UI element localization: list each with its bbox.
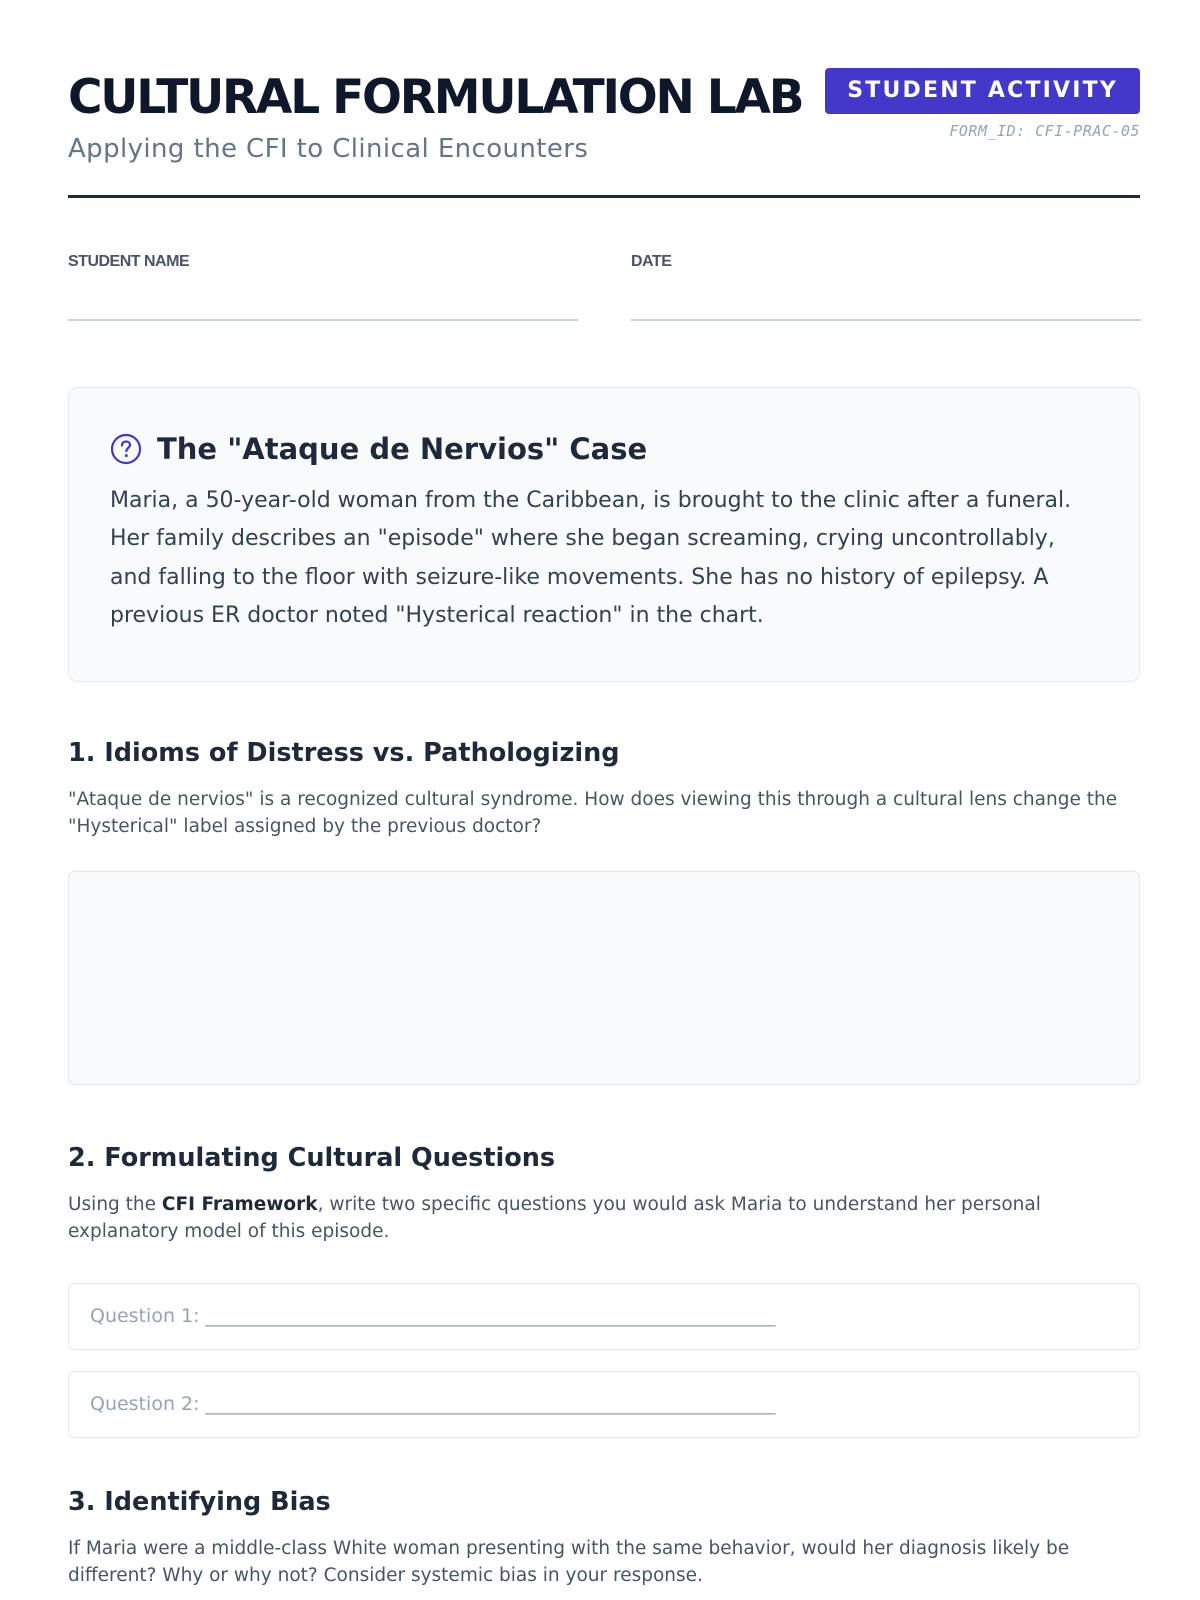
page-header <box>68 66 1140 198</box>
section-title: 2. Formulating Cultural Questions <box>68 1143 556 1173</box>
section-description <box>68 1191 1140 1245</box>
description-line: "Hysterical" label assigned by the previous doctor? <box>68 816 542 837</box>
description-line: "Ataque de nervios" is a recognized cultural syndrome. How does viewing this through a cultural lens change the <box>68 789 1118 810</box>
case-line: previous ER doctor noted "Hysterical reaction" in the chart. <box>110 602 764 628</box>
cfi-framework-emphasis: CFI Framework <box>161 1194 318 1215</box>
description-line <box>68 1191 1140 1218</box>
case-panel <box>68 387 1140 682</box>
description-line: explanatory model of this episode. <box>68 1221 390 1242</box>
student-name-label: STUDENT NAME <box>68 253 190 270</box>
section-description <box>68 786 1140 840</box>
student-name-field[interactable] <box>68 252 578 321</box>
case-description <box>110 482 1099 635</box>
case-line: and falling to the floor with seizure-like movements. She has no history of epilepsy. A <box>110 564 1049 590</box>
case-line: Her family describes an "episode" where she began screaming, crying uncontrollably, <box>110 526 1055 552</box>
description-line: If Maria were a middle-class White woman presenting with the same behavior, would her diagnosis likely be <box>68 1538 1070 1559</box>
question-2-input[interactable]: Question 2: ____________________________________________________________ <box>68 1371 1140 1438</box>
section-title: 1. Idioms of Distress vs. Pathologizing <box>68 738 620 768</box>
section-description <box>68 1535 1140 1589</box>
question-1-input[interactable]: Question 1: ____________________________________________________________ <box>68 1283 1140 1350</box>
student-name-line[interactable] <box>68 319 578 321</box>
case-line: Maria, a 50-year-old woman from the Caribbean, is brought to the clinic after a funeral. <box>110 488 1072 513</box>
description-text: Using the <box>68 1194 162 1215</box>
question-circle-icon <box>110 433 142 465</box>
description-line: different? Why or why not? Consider systemic bias in your response. <box>68 1565 703 1586</box>
date-field[interactable] <box>631 252 1141 321</box>
section-title: 3. Identifying Bias <box>68 1487 331 1517</box>
activity-badge: STUDENT ACTIVITY <box>825 68 1140 114</box>
page-title: CULTURAL FORMULATION LAB <box>68 70 803 125</box>
description-text: , write two specific questions you would ask Maria to understand her personal <box>317 1194 1041 1215</box>
date-line[interactable] <box>631 319 1141 321</box>
date-label: DATE <box>631 253 672 270</box>
case-header <box>110 426 1099 472</box>
section-2 <box>68 1141 1140 1245</box>
section-3 <box>68 1485 1140 1589</box>
page-subtitle: Applying the CFI to Clinical Encounters <box>68 134 589 164</box>
case-title: The "Ataque de Nervios" Case <box>157 432 648 466</box>
answer-textarea-1[interactable] <box>68 871 1140 1085</box>
section-1 <box>68 736 1140 840</box>
form-id: FORM_ID: CFI-PRAC-05 <box>949 122 1140 140</box>
